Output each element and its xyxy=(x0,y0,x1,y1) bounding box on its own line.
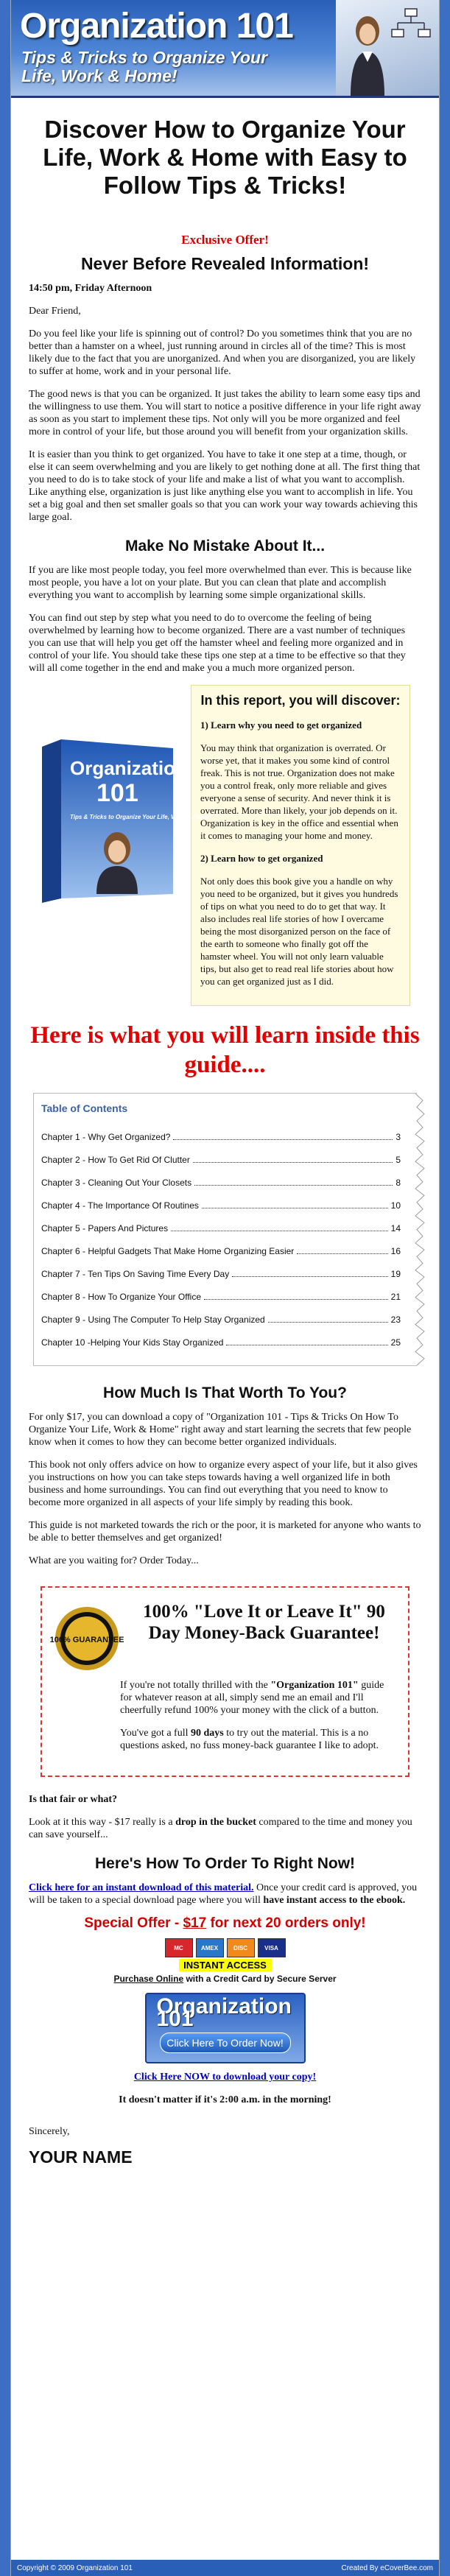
guarantee-box xyxy=(41,1586,409,1777)
point-text: Not only does this book give you a handle on why you need to be organized, but it gives you hundreds of tips on what you need to do to get that way. It also includes real life stories of how I overcame being the most disorganized person on the face of the earth to someone who finally got off the hamster wheel. You will not only learn valuable tips, but also get to read real life stories about how you can get organized just as I did. xyxy=(200,876,398,987)
intro-paragraph: It is easier than you think to get organized. You have to take it one step at a time, though, or else it can seem overwhelming and you are likely to get nothing done at all. The first thing that you need to do is to take stock of your life and make a list of what you want to accomplish. Like anything else, organization is just like anything else you want to accomplish in life. You set a big goal and then set smaller goals so that you can work your way towards achieving this large goal. xyxy=(29,449,421,523)
text: Once your credit card is approved, you will be taken to a special download page where you will xyxy=(29,1882,418,1906)
visa-icon: VISA xyxy=(258,1938,286,1957)
toc-label: Chapter 1 - Why Get Organized? xyxy=(41,1132,171,1142)
text: compared to the time and money you can save yourself... xyxy=(29,1817,412,1840)
toc-dots xyxy=(194,1185,393,1186)
toc-dots xyxy=(297,1253,387,1254)
secure-purchase xyxy=(29,1973,421,1985)
button-logo: Organization 101 xyxy=(156,1994,292,2031)
page-headline: Discover How to Organize Your Life, Work & Home with Easy to Follow Tips & Tricks! xyxy=(43,116,407,199)
header-banner xyxy=(11,0,439,98)
special-offer xyxy=(29,1917,421,1929)
amex-icon: AMEX xyxy=(196,1938,224,1957)
exclusive-offer: Exclusive Offer! xyxy=(181,233,269,247)
greeting: Dear Friend, xyxy=(29,306,81,317)
report-section xyxy=(29,685,421,1006)
toc-page: 14 xyxy=(390,1223,401,1234)
toc-row xyxy=(41,1268,401,1281)
text: You've got a full xyxy=(120,1728,189,1739)
worth-paragraph: For only $17, you can download a copy of "Organization 101 - Tips & Tricks On How To Organize Your Life, Work & Home" right away and start learning the secrets that few people know when it comes to how they can become better organized individuals. xyxy=(29,1412,412,1448)
intro-paragraph: The good news is that you can be organized. It just takes the ability to learn some easy tips and the willingness to use them. You will start to notice a positive difference in your life right away as soon as you start to implement these tips. Not only will you be more organized and feel more in control of your life, but those around you will benefit from your organization skills. xyxy=(29,389,421,437)
main-content xyxy=(11,116,439,2167)
report-callout xyxy=(191,685,410,1006)
toc-row xyxy=(41,1200,401,1212)
look-paragraph xyxy=(29,1816,421,1841)
order-title: Here's How To Order To Right Now! xyxy=(94,1855,356,1872)
guarantee-seal-icon xyxy=(49,1605,124,1672)
text: to try out the material. This is a no questions asked, no fuss money-back guarantee I like to adopt. xyxy=(120,1728,379,1751)
dont-matter xyxy=(29,2094,421,2106)
toc-page: 25 xyxy=(390,1337,401,1348)
section-title: Make No Mistake About It... xyxy=(124,538,326,555)
ebook-cover xyxy=(29,736,212,906)
emphasis: have instant access to the ebook. xyxy=(263,1895,406,1906)
toc-row xyxy=(41,1177,401,1189)
logo-text: Organization xyxy=(20,7,228,46)
toc-label: Chapter 10 -Helping Your Kids Stay Organized xyxy=(41,1337,224,1348)
fair-text: Is that fair or what? xyxy=(29,1794,118,1805)
instant-download-link[interactable]: Click here for an instant download of this material. xyxy=(29,1882,254,1893)
toc-row xyxy=(41,1337,401,1349)
button-label: Click Here To Order Now! xyxy=(160,2033,291,2053)
toc-dots xyxy=(193,1162,393,1163)
point-text: You may think that organization is overrated. Or worse yet, that it makes you some kind of control freak. This is not true. Organization does not make you a control freak, only more reliable and gives everyone a sense of security. And never think it is overrated. More than likely, your job depends on it. Organization is key in the office and essential when it comes to managing your home and money. xyxy=(200,742,398,841)
mastercard-icon: MC xyxy=(165,1938,193,1957)
worth-paragraph: This guide is not marketed towards the rich or the poor, it is marketed for anyone who wants to be able to better themselves and get organized! xyxy=(29,1520,421,1544)
guarantee-paragraph xyxy=(120,1727,396,1752)
subheadline: Never Before Revealed Information! xyxy=(80,254,370,273)
learn-heading: Here is what you will learn inside this guide.... xyxy=(30,1022,420,1078)
toc-page: 5 xyxy=(395,1155,401,1165)
toc-label: Chapter 2 - How To Get Rid Of Clutter xyxy=(41,1155,190,1165)
toc-page: 10 xyxy=(390,1200,401,1211)
table-of-contents xyxy=(33,1093,417,1366)
text: Purchase Online xyxy=(113,1974,184,1984)
toc-label: Chapter 5 - Papers And Pictures xyxy=(41,1223,169,1234)
toc-page: 3 xyxy=(395,1132,401,1142)
toc-label: Chapter 3 - Cleaning Out Your Closets xyxy=(41,1178,192,1188)
order-paragraph xyxy=(29,1882,421,1907)
price: $17 xyxy=(183,1915,207,1931)
toc-row xyxy=(41,1222,401,1235)
product-name: "Organization 101" xyxy=(270,1680,359,1691)
text: It doesn't matter if it's 2:00 a.m. in the morning! xyxy=(119,2094,331,2105)
tagline-line2: Life, Work & Home! xyxy=(21,66,177,85)
guarantee-top xyxy=(49,1601,396,1672)
worth-paragraph: What are you waiting for? Order Today... xyxy=(29,1555,199,1566)
point-heading: 1) Learn why you need to get organized xyxy=(200,719,362,731)
text: with a Credit Card by Secure Server xyxy=(183,1974,337,1984)
credit: Created By eCoverBee.com xyxy=(341,2563,433,2572)
text: for next 20 orders only! xyxy=(206,1915,366,1931)
sincerely: Sincerely, xyxy=(29,2126,70,2137)
toc-page: 16 xyxy=(390,1246,401,1256)
toc-dots xyxy=(268,1322,388,1323)
guarantee-title: 100% "Love It or Leave It" 90 Day Money-Back Guarantee! xyxy=(143,1602,385,1643)
toc-page: 23 xyxy=(390,1315,401,1325)
download-now-link[interactable]: Click Here NOW to download your copy! xyxy=(133,2072,317,2083)
timestamp: 14:50 pm, Friday Afternoon xyxy=(29,283,152,294)
text: guide for whatever reason at all, simply send me an email and I'll cheerfully refund 100% your money with the click of a button. xyxy=(120,1680,384,1716)
copyright: Copyright © 2009 Organization 101 xyxy=(17,2563,133,2572)
toc-row xyxy=(41,1314,401,1326)
toc-page: 21 xyxy=(390,1292,401,1302)
fair-question xyxy=(29,1793,421,1806)
guarantee-paragraph xyxy=(120,1679,396,1717)
tagline-line1: Tips & Tricks to Organize Your xyxy=(21,48,268,67)
header-photo xyxy=(336,0,439,96)
order-now-button[interactable] xyxy=(145,1993,306,2063)
point-heading: 2) Learn how to get organized xyxy=(200,853,323,864)
instant-access-badge: INSTANT ACCESS xyxy=(179,1959,272,1971)
toc-dots xyxy=(173,1139,393,1140)
credit-cards xyxy=(29,1938,421,1957)
org-chart-icon xyxy=(390,7,432,41)
footer xyxy=(11,2560,439,2576)
toc-page: 8 xyxy=(395,1178,401,1188)
toc-label: Chapter 4 - The Importance Of Routines xyxy=(41,1200,199,1211)
toc-title: Table of Contents xyxy=(41,1102,128,1114)
toc-row xyxy=(41,1291,401,1303)
text: Look at it this way - $17 really is a xyxy=(29,1817,173,1828)
emphasis: drop in the bucket xyxy=(175,1817,256,1828)
download-line xyxy=(29,2071,421,2083)
tagline xyxy=(21,49,267,85)
toc-label: Chapter 6 - Helpful Gadgets That Make Home Organizing Easier xyxy=(41,1246,295,1256)
ebook-title: Organization xyxy=(70,757,187,779)
signature-name: YOUR NAME xyxy=(29,2147,133,2167)
ebook-number: 101 xyxy=(96,779,138,807)
worth-title: How Much Is That Worth To You? xyxy=(103,1384,347,1401)
text: Special Offer - xyxy=(84,1915,183,1931)
intro-paragraph: Do you feel like your life is spinning out of control? Do you sometimes think that you are no better than a hamster on a wheel, just running around in circles all of the time? This is most likely due to the fact that you are unorganized. And when you are disorganized, you are likely to suffer at home, work and in your personal life. xyxy=(29,328,416,377)
toc-label: Chapter 7 - Ten Tips On Saving Time Every Day xyxy=(41,1269,230,1279)
logo xyxy=(20,6,293,46)
days: 90 days xyxy=(191,1728,224,1739)
ebook-subtitle: Tips & Tricks to Organize Your Life, Work & Home! xyxy=(70,814,212,820)
page xyxy=(10,0,440,2576)
logo-number: 101 xyxy=(236,7,293,46)
toc-row xyxy=(41,1154,401,1166)
toc-row xyxy=(41,1245,401,1258)
seal-text: 100% GUARANTEE xyxy=(49,1636,124,1644)
toc-dots xyxy=(204,1299,388,1300)
report-title: In this report, you will discover: xyxy=(200,693,401,708)
torn-edge xyxy=(414,1094,427,1365)
toc-row xyxy=(41,1131,401,1144)
section-paragraph: If you are like most people today, you feel more overwhelmed than ever. This is because like most people, you have a lot on your plate. But you can clean that plate and accomplish everything you want to accomplish by learning some simple organizational skills. xyxy=(29,565,412,601)
toc-dots xyxy=(232,1276,387,1277)
toc-page: 19 xyxy=(390,1269,401,1279)
text: If you're not totally thrilled with the xyxy=(120,1680,268,1691)
section-paragraph: You can find out step by step what you need to do to overcome the feeling of being overwhelmed by learning how to become organized. There are a vast number of techniques you can use that will help you get off the hamster wheel and feeling more organized and in control of your life. You should take these tips one step at a time to be effective so that they will all come together in the end and make you a much more organized person. xyxy=(29,613,406,674)
discover-icon: DISC xyxy=(227,1938,255,1957)
guarantee-text xyxy=(120,1679,396,1752)
toc-label: Chapter 8 - How To Organize Your Office xyxy=(41,1292,202,1302)
toc-label: Chapter 9 - Using The Computer To Help Stay Organized xyxy=(41,1315,265,1325)
worth-paragraph: This book not only offers advice on how to organize every aspect of your life, but it also gives you instructions on how you can take steps towards having a well organized life in both business and home surroundings. You can find out everything that you need to know to become more organized in all aspects of your life simply by reading this book. xyxy=(29,1460,418,1508)
woman-photo xyxy=(348,13,387,96)
